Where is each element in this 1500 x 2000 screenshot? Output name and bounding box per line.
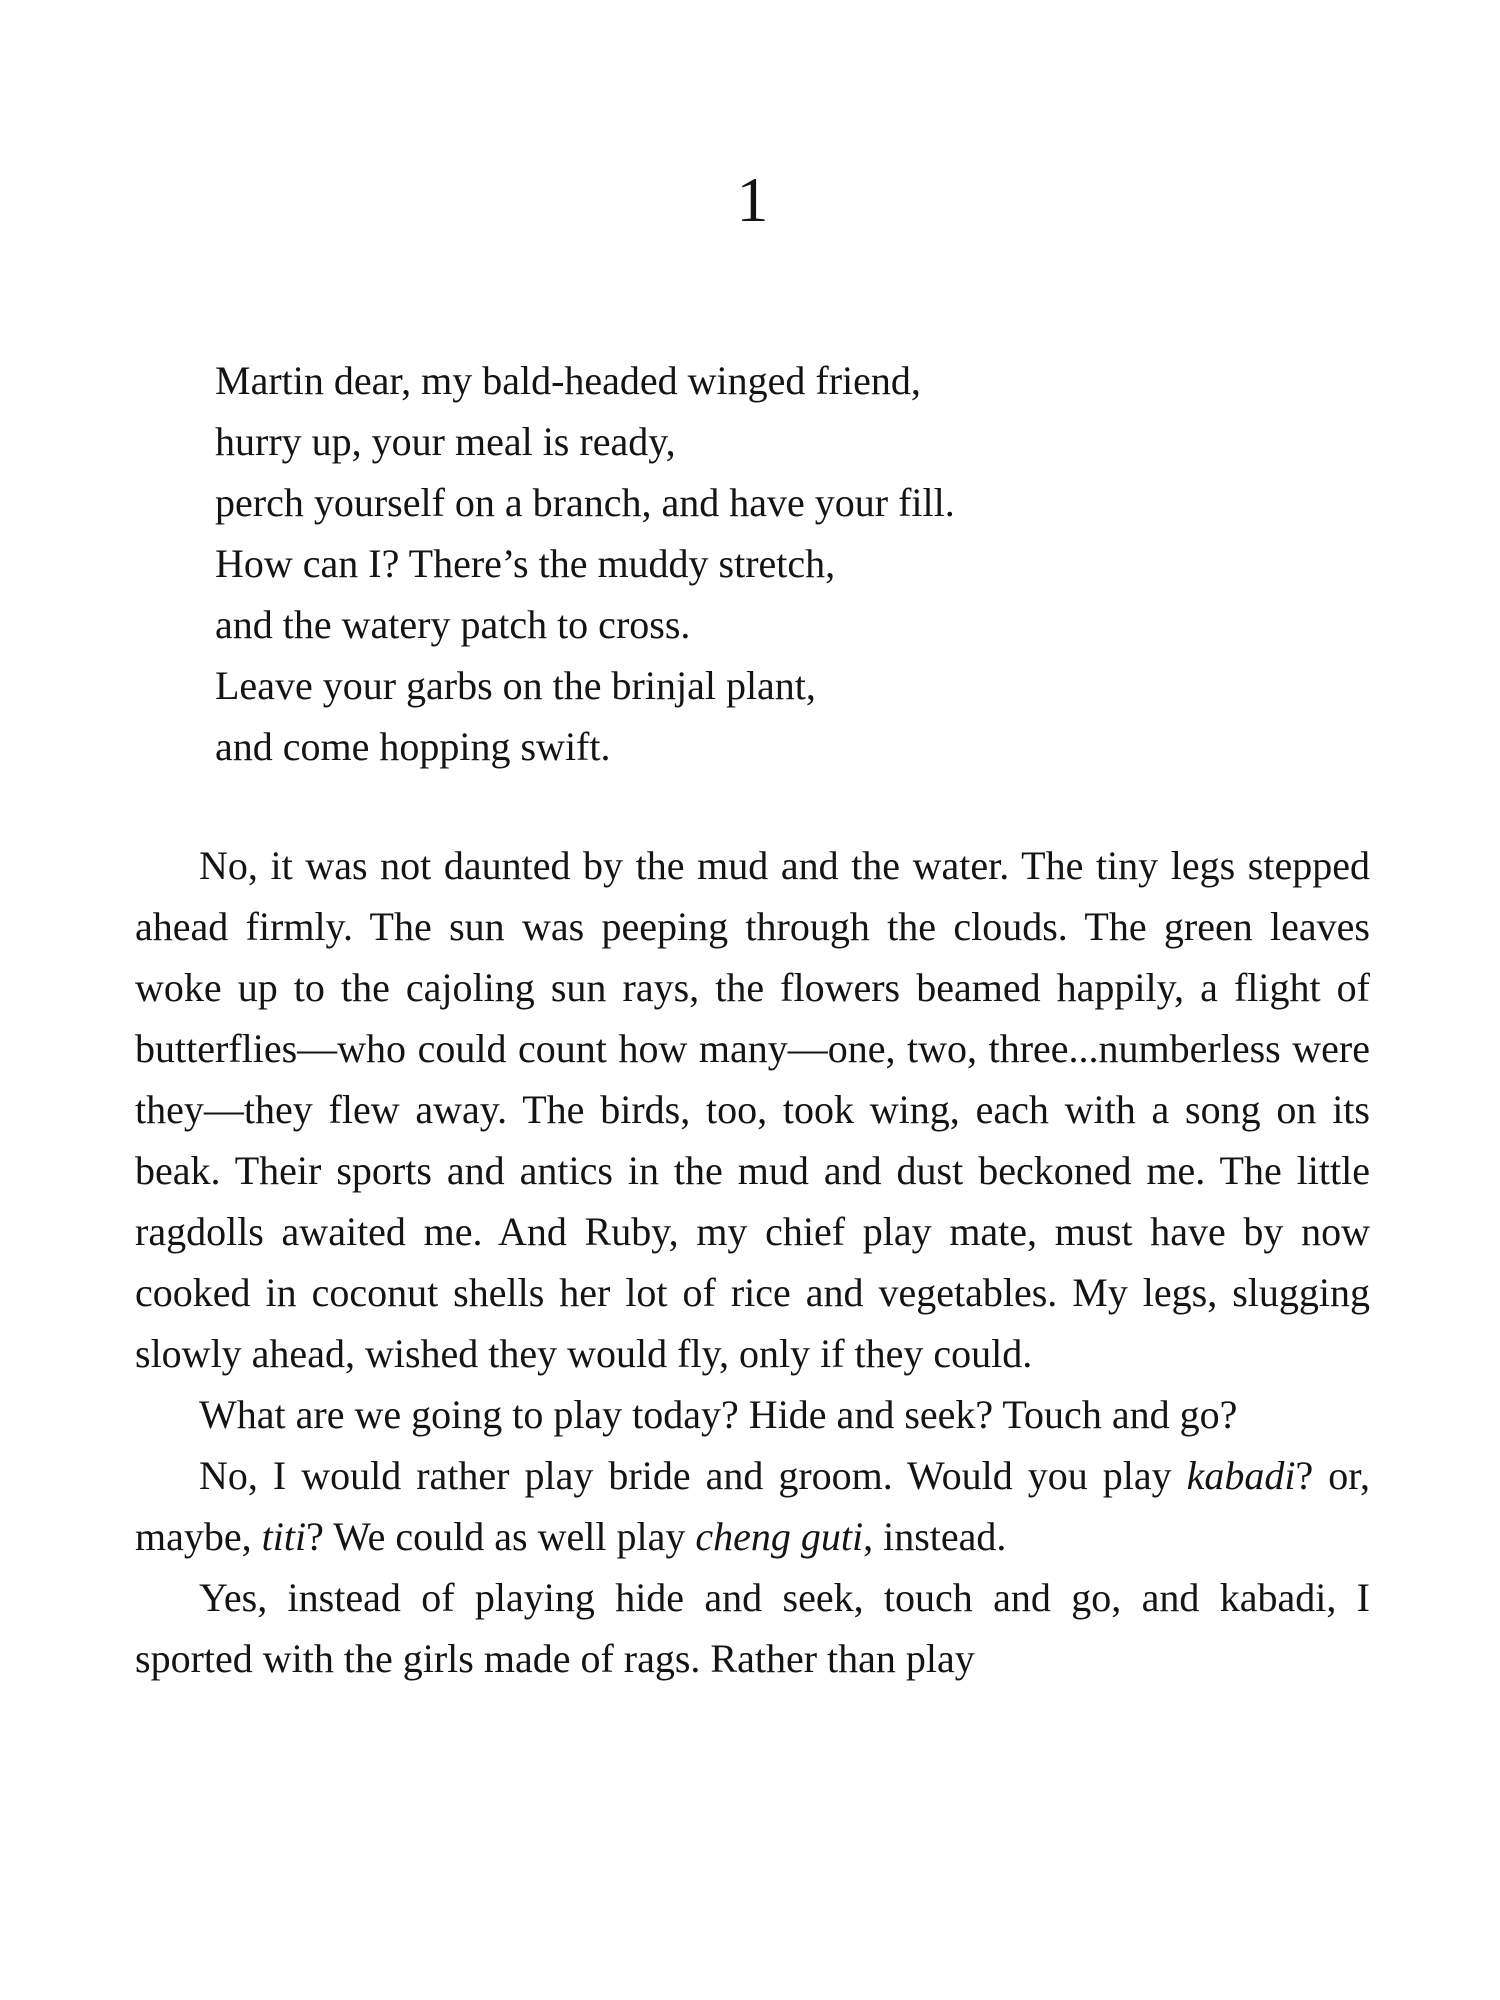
- paragraph: [135, 1567, 1370, 1689]
- poem-line: hurry up, your meal is ready,: [215, 419, 676, 464]
- text-run: No, I would rather play bride and groom. Would you play: [199, 1453, 1187, 1498]
- text-run: , instead.: [863, 1514, 1007, 1559]
- paragraph: [135, 1384, 1370, 1445]
- poem-line: Leave your garbs on the brinjal plant,: [215, 663, 816, 708]
- text-run: Yes, instead of playing hide and seek, touch and go, and kabadi, I sported with the girls made of rags. Rather than play: [135, 1575, 1370, 1681]
- text-run: No, it was not daunted by the mud and the water. The tiny legs stepped ahead firmly. The sun was peeping through the clouds. The green leaves woke up to the cajoling sun rays, the flowers beamed happily, a flight of butterflies—who could count how many—one, two, three...numberless were they—they flew away. The birds, too, took wing, each with a song on its beak. Their sports and antics in the mud and dust beckoned me. The little ragdolls awaited me. And Ruby, my chief play mate, must have by now cooked in coconut shells her lot of rice and vegetables. My legs, slugging slowly ahead, wished they would fly, only if they could.: [135, 843, 1370, 1376]
- paragraph: [135, 1445, 1370, 1567]
- poem-line: Martin dear, my bald-headed winged friend,: [215, 358, 921, 403]
- chapter-number: 1: [736, 164, 769, 235]
- italic-text-run: cheng guti: [695, 1514, 864, 1559]
- poem: [135, 350, 1370, 777]
- text-run: ? We could as well play: [306, 1514, 696, 1559]
- poem-line: How can I? There’s the muddy stretch,: [215, 541, 836, 586]
- poem-line: and come hopping swift.: [215, 724, 611, 769]
- poem-line: perch yourself on a branch, and have your fill.: [215, 480, 955, 525]
- poem-line: and the watery patch to cross.: [215, 602, 691, 647]
- text-run: ? or, maybe,: [135, 1453, 1370, 1559]
- italic-text-run: titi: [261, 1514, 307, 1559]
- prose: [135, 835, 1370, 1689]
- paragraph: [135, 835, 1370, 1384]
- italic-text-run: kabadi: [1186, 1453, 1296, 1498]
- text-run: What are we going to play today? Hide and seek? Touch and go?: [199, 1392, 1238, 1437]
